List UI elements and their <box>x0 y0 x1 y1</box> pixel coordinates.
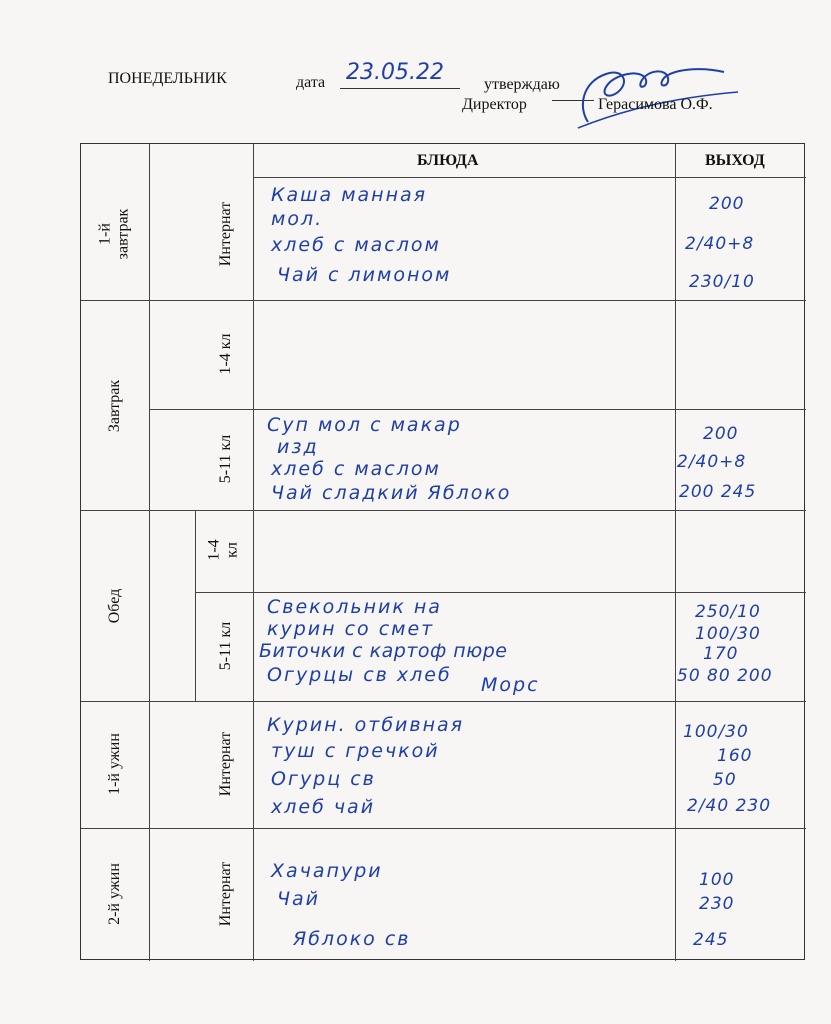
output-item: 200 <box>709 194 745 214</box>
output-item: 2/40 230 <box>687 796 772 816</box>
dish-item: Чай сладкий Яблоко <box>271 482 512 504</box>
col-line-1 <box>149 144 150 961</box>
output-item: 2/40+8 <box>685 234 755 254</box>
dish-item: хлеб чай <box>271 796 376 818</box>
output-item: 100 <box>699 870 735 890</box>
group-label-breakfast-5-11: 5-11 кл <box>216 434 234 484</box>
group-label-dinner1: Интернат <box>216 731 234 797</box>
dish-item: Свекольник на <box>267 596 442 618</box>
output-item: 245 <box>693 930 729 950</box>
date-underline <box>340 88 460 89</box>
group-label-lunch-1-4: 1-4 кл <box>205 539 241 561</box>
row-line-4 <box>81 828 806 829</box>
day-label: ПОНЕДЕЛЬНИК <box>108 70 227 87</box>
menu-table <box>80 143 805 960</box>
output-item: 170 <box>703 644 739 664</box>
date-label: дата <box>296 74 326 91</box>
dish-item: хлеб с маслом <box>271 458 441 480</box>
dish-item: Яблоко св <box>293 928 411 950</box>
col-line-group-lunch <box>195 510 196 701</box>
output-item: 230 <box>699 894 735 914</box>
director-signature <box>548 52 748 132</box>
dish-item: курин со смет <box>267 618 435 640</box>
dish-item: Чай с лимоном <box>277 264 452 286</box>
meal-label-dinner2: 2-й ужин <box>105 863 123 925</box>
row-line-2 <box>81 510 806 511</box>
col-line-3 <box>675 144 676 961</box>
group-label-breakfast-1-4: 1-4 кл <box>216 333 234 375</box>
output-item: 160 <box>717 746 753 766</box>
meal-label-breakfast1: 1-й завтрак <box>96 208 132 260</box>
meal-label-dinner1: 1-й ужин <box>105 733 123 795</box>
header-row-line <box>253 177 806 178</box>
dish-item: Огурц св <box>271 768 376 790</box>
meal-label-lunch: Обед <box>105 588 123 624</box>
dish-item: Хачапури <box>271 860 383 882</box>
output-item: 250/10 <box>695 602 761 622</box>
output-item: 100/30 <box>695 624 761 644</box>
dish-item: Биточки с картоф пюре <box>259 640 508 662</box>
col-header-output: ВЫХОД <box>705 152 765 169</box>
output-item: 50 <box>713 770 737 790</box>
row-line-1 <box>81 300 806 301</box>
output-item: 230/10 <box>689 272 755 292</box>
output-item: 200 245 <box>679 482 757 502</box>
dish-item: Курин. отбивная <box>267 714 465 736</box>
document-header <box>0 0 831 140</box>
col-header-dishes: БЛЮДА <box>417 152 479 169</box>
row-line-3a <box>195 592 806 593</box>
row-line-2a <box>149 409 806 410</box>
dish-item: Каша манная <box>271 184 428 206</box>
dish-item: Огурцы св хлеб <box>267 664 452 686</box>
group-label-dinner2: Интернат <box>216 861 234 927</box>
date-value: 23.05.22 <box>346 60 444 85</box>
dish-item: изд <box>277 436 319 458</box>
dish-item: туш с гречкой <box>271 740 440 762</box>
row-line-3 <box>81 701 806 702</box>
meal-label-breakfast: Завтрак <box>105 379 123 433</box>
output-item: 2/40+8 <box>677 452 747 472</box>
approve-label: утверждаю <box>484 76 560 93</box>
output-item: 200 <box>703 424 739 444</box>
dish-item: Чай <box>277 888 321 910</box>
output-item: 100/30 <box>683 722 749 742</box>
dish-item: хлеб с маслом <box>271 234 441 256</box>
director-name: Герасимова О.Ф. <box>598 96 713 113</box>
director-label: Директор <box>462 96 527 113</box>
output-item: 50 80 200 <box>677 666 773 686</box>
dish-item: Суп мол с макар <box>267 414 462 436</box>
dish-item: Морс <box>481 674 540 696</box>
col-line-2 <box>253 144 254 961</box>
group-label-breakfast1: Интернат <box>216 201 234 267</box>
group-label-lunch-5-11: 5-11 кл <box>216 621 234 671</box>
dish-item: мол. <box>271 208 324 230</box>
